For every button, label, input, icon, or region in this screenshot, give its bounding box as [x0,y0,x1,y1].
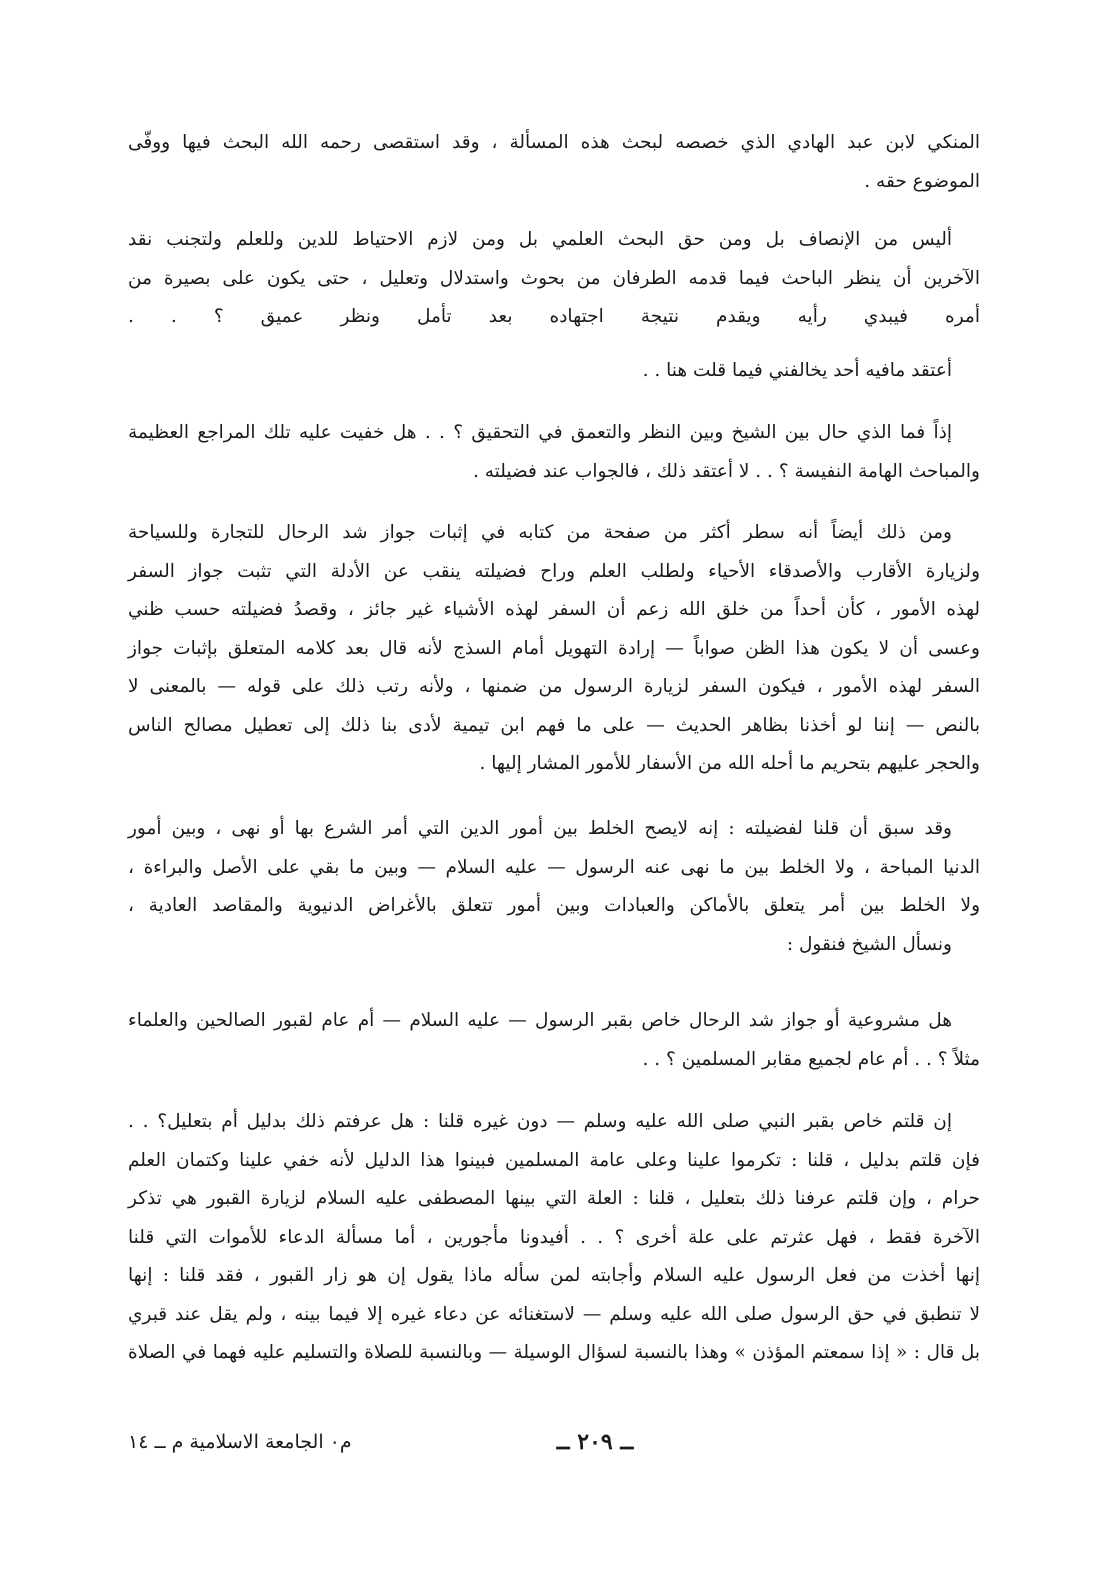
text-line: مثلاً ؟ . . أم عام لجميع مقابر المسلمين ؟ . . [642,1048,980,1070]
text-line: السفر لهذه الأمور ، فيكون السفر لزيارة الرسول من ضمنها ، ولأنه رتب ذلك على قوله — بالمعنى لا [128,676,980,697]
journal-reference: م٠ الجامعة الاسلامية م ــ ١٤ [128,1431,352,1453]
text-line: أمره فيبدي رأيه ويقدم نتيجة اجتهاده بعد تأمل ونظر عميق ؟ . . [128,306,980,327]
text-line: حرام ، وإن قلتم عرفنا ذلك بتعليل ، قلنا : العلة التي بينها المصطفى عليه السلام لزيارة القبور هي تذكر [128,1188,980,1209]
paragraph [128,1002,980,1079]
text-line: بالنص — إننا لو أخذنا بظاهر الحديث — على ما فهم ابن تيمية لأدى بنا ذلك إلى تعطيل مصالح الناس [128,714,980,736]
text-line: أعتقد مافيه أحد يخالفني فيما قلت هنا . . [642,360,952,381]
text-line: الدنيا المباحة ، ولا الخلط بين ما نهى عنه الرسول — عليه السلام — وبين ما بقي على الأصل والبراءة ، [128,856,980,878]
text-line: إنها أخذت من فعل الرسول عليه السلام وأجابته لمن سأله ماذا يقول إن هو زار القبور ، فقد قلنا : إنها [128,1265,980,1286]
text-line: هل مشروعية أو جواز شد الرحال خاص بقبر الرسول — عليه السلام — أم عام لقبور الصالحين والعلماء [128,1010,952,1031]
text-line: ولا الخلط بين أمر يتعلق بالأماكن والعبادات وبين أمور تتعلق بالأغراض الدنيوية والمقاصد العادية ، [128,895,980,916]
text-line: والمباحث الهامة النفيسة ؟ . . لا أعتقد ذلك ، فالجواب عند فضيلته . [472,460,980,482]
paragraph [128,414,980,491]
text-line: الآخرين أن ينظر الباحث فيما قدمه الطرفان من بحوث واستدلال وتعليل ، حتى يكون على بصيرة من [128,267,980,289]
paragraph [128,124,980,201]
paragraph [128,1103,980,1373]
text-line: والحجر عليهم بتحريم ما أحله الله من الأسفار للأمور المشار إليها . [479,753,980,774]
paragraph [128,352,980,391]
text-line: الموضوع حقه . [864,170,980,192]
text-line: ومن ذلك أيضاً أنه سطر أكثر من صفحة من كتابه في إثبات جواز شد الرحال للتجارة وللسياحة [128,522,952,543]
paragraph [128,221,980,337]
text-line: لا تنطبق في حق الرسول صلى الله عليه وسلم — لاستغنائه عن دعاء غيره إلا فيما بينه ، ولم يقل عند قبري [128,1303,980,1325]
text-line: إن قلتم خاص بقبر النبي صلى الله عليه وسلم — دون غيره قلنا : هل عرفتم ذلك بدليل أم بتعليل؟ . . [128,1111,952,1132]
text-line: وعسى أن لا يكون هذا الظن صواباً — إرادة التهويل أمام السذج لأنه قال بعد كلامه المتعلق بإثبات جواز [128,637,980,659]
text-line: إذاً فما الذي حال بين الشيخ وبين النظر والتعمق في التحقيق ؟ . . هل خفيت عليه تلك المراجع العظيمة [128,422,952,443]
paragraph [128,514,980,784]
text-line: المنكي لابن عبد الهادي الذي خصصه لبحث هذه المسألة ، وقد استقصى رحمه الله البحث فيها ووفّى [128,132,980,153]
page-number: ــ ٢٠٩ ــ [556,1429,634,1455]
text-line: ولزيارة الأقارب والأصدقاء الأحياء ولطلب العلم وراح فضيلته ينقب عن الأدلة التي تثبت جواز السفر [128,560,980,582]
text-line: لهذه الأمور ، كأن أحداً من خلق الله زعم أن السفر لهذه الأشياء غير جائز ، وقصدُ فضيلته حسب ظني [128,599,980,620]
paragraph [128,810,980,964]
text-line: بل قال : « إذا سمعتم المؤذن » وهذا بالنسبة لسؤال الوسيلة — وبالنسبة للصلاة والتسليم عليه فهما في الصلاة [128,1342,980,1363]
text-line: ونسأل الشيخ فنقول : [786,933,952,955]
text-line: الآخرة فقط ، فهل عثرتم على علة أخرى ؟ . . أفيدونا مأجورين ، أما مسألة الدعاء للأموات التي قلنا [128,1226,980,1248]
text-line: فإن قلتم بدليل ، قلنا : تكرموا علينا وعلى عامة المسلمين فبينوا هذا الدليل لأنه خفي علينا وكتمان العلم [128,1149,980,1171]
text-line: أليس من الإنصاف بل ومن حق البحث العلمي بل ومن لازم الاحتياط للدين وللعلم ولتجنب نقد [128,229,952,250]
text-line: وقد سبق أن قلنا لفضيلته : إنه لايصح الخلط بين أمور الدين التي أمر الشرع بها أو نهى ، وبين أمور [128,818,952,839]
